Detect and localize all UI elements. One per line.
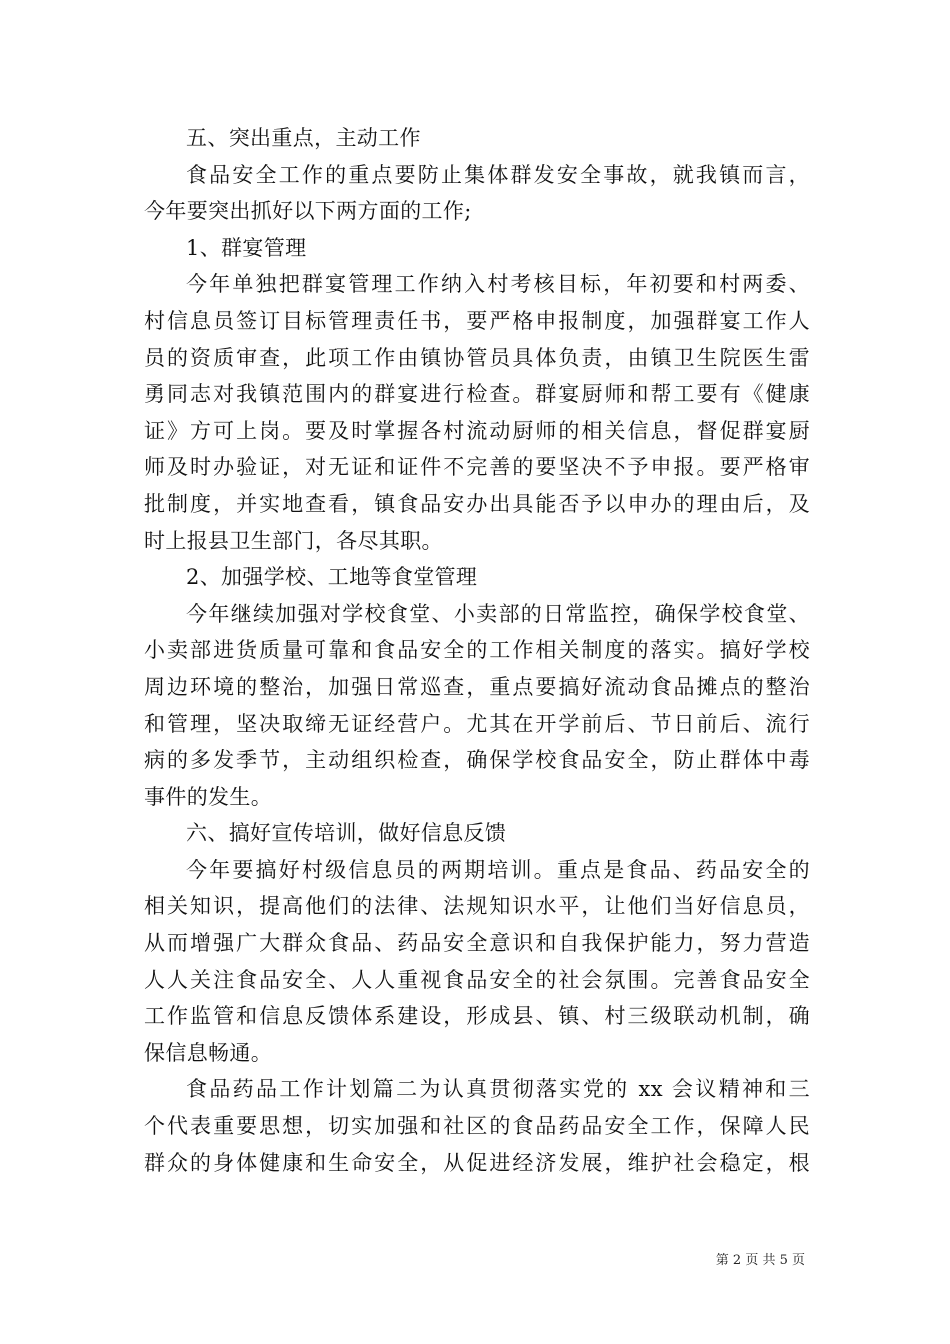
body-paragraph	[144, 157, 810, 230]
page-number-footer: 第 2 页 共 5 页	[715, 1253, 805, 1268]
body-paragraph	[144, 852, 810, 1072]
paragraph-line: 员的资质审查，此项工作由镇协管员具体负责，由镇卫生院医生雷	[144, 345, 810, 370]
paragraph-line: 人人关注食品安全、人人重视食品安全的社会氛围。完善食品安全	[144, 967, 810, 992]
document-body	[144, 120, 810, 1181]
paragraph-line: 小卖部进货质量可靠和食品安全的工作相关制度的落实。搞好学校	[144, 638, 810, 663]
paragraph-line: 今年单独把群宴管理工作纳入村考核目标，年初要和村两委、	[186, 272, 810, 297]
section-heading: 2、加强学校、工地等食堂管理	[186, 565, 478, 590]
paragraph-line: 相关知识，提高他们的法律、法规知识水平，让他们当好信息员，	[144, 894, 810, 919]
paragraph-line: 今年要搞好村级信息员的两期培训。重点是食品、药品安全的	[186, 857, 810, 882]
paragraph-line: 证》方可上岗。要及时掌握各村流动厨师的相关信息，督促群宴厨	[144, 418, 810, 443]
paragraph-line: 个代表重要思想，切实加强和社区的食品药品安全工作，保障人民	[144, 1114, 810, 1139]
paragraph-line: 工作监管和信息反馈体系建设，形成县、镇、村三级联动机制，确	[144, 1004, 810, 1029]
section-heading: 五、突出重点，主动工作	[186, 126, 421, 150]
paragraph-line: 勇同志对我镇范围内的群宴进行检查。群宴厨师和帮工要有《健康	[144, 382, 810, 407]
paragraph-line: 事件的发生。	[144, 784, 273, 809]
paragraph-line: 村信息员签订目标管理责任书，要严格申报制度，加强群宴工作人	[144, 308, 810, 333]
paragraph-line: 批制度，并实地查看，镇食品安办出具能否予以申办的理由后，及	[144, 491, 810, 516]
paragraph-line: 食品药品工作计划篇二为认真贯彻落实党的 xx 会议精神和三	[186, 1077, 810, 1102]
paragraph-line: 病的多发季节，主动组织检查，确保学校食品安全，防止群体中毒	[144, 748, 810, 773]
paragraph-line: 群众的身体健康和生命安全，从促进经济发展，维护社会稳定，根	[144, 1150, 810, 1175]
paragraph-line: 时上报县卫生部门，各尽其职。	[144, 528, 443, 553]
paragraph-line: 从而增强广大群众食品、药品安全意识和自我保护能力，努力营造	[144, 931, 810, 956]
paragraph-line: 周边环境的整治，加强日常巡查，重点要搞好流动食品摊点的整治	[144, 674, 810, 699]
body-paragraph	[144, 596, 810, 816]
body-paragraph	[144, 1071, 810, 1181]
paragraph-line: 今年继续加强对学校食堂、小卖部的日常监控，确保学校食堂、	[186, 601, 810, 626]
paragraph-line: 和管理，坚决取缔无证经营户。尤其在开学前后、节日前后、流行	[144, 711, 810, 736]
paragraph-line: 保信息畅通。	[144, 1040, 273, 1065]
paragraph-line: 今年要突出抓好以下两方面的工作;	[144, 199, 472, 224]
body-paragraph	[144, 266, 810, 559]
paragraph-line: 师及时办验证，对无证和证件不完善的要坚决不予申报。要严格审	[144, 455, 810, 480]
section-heading: 六、搞好宣传培训，做好信息反馈	[186, 821, 507, 846]
paragraph-line: 食品安全工作的重点要防止集体群发安全事故，就我镇而言，	[186, 162, 810, 187]
section-heading: 1、群宴管理	[186, 235, 307, 260]
